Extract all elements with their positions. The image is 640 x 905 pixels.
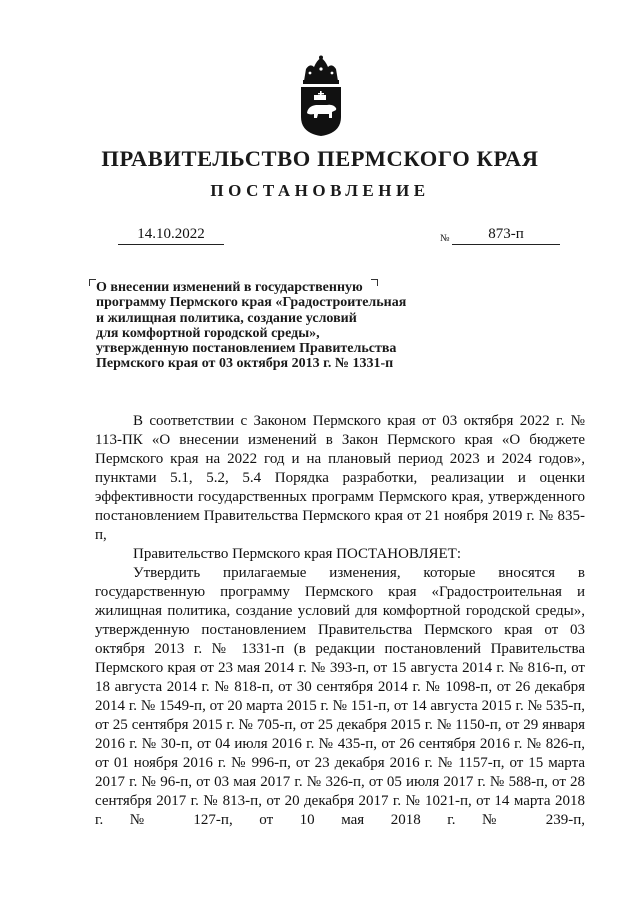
body-paragraph-approve: Утвердить прилагаемые изменения, которые вносятся в государственную программу Пермского края «Градостроительная и жилищная политика, создание условий для комфортной городской среды», утвержденную постановлением Правительства Пермского края от 03 октября 2013 г. № 1331-п (в редакции постановлений Правительства Пермского края от 23 мая 2014 г. № 393-п, от 15 августа 2014 г. № 816-п, от 18 августа 2014 г. № 818-п, от 30 сентября 2014 г. № 1098-п, от 26 декабря 2014 г. № 1549-п, от 20 марта 2015 г. № 151-п, от 14 августа 2015 г. № 535-п, от 25 сентября 2015 г. № 705-п, от 25 декабря 2015 г. № 1150-п, от 29 января 2016 г. № 30-п, от 04 июля 2016 г. № 435-п, от 26 сентября 2016 г. № 826-п, от 01 ноября 2016 г. № 996-п, от 23 декабря 2016 г. № 1157-п, от 15 марта 2017 г. № 96-п, от 03 мая 2017 г. № 326-п, от 05 июля 2017 г. № 588-п, от 28 сентября 2017 г. № 813-п, от 20 декабря 2017 г. № 1021-п, от 14 марта 2018 г. № 127-п, от 10 мая 2018 г. № 239-п, [95,565,585,828]
number-sign: № [440,233,450,244]
subject-line: и жилищная политика, создание условий [96,310,357,326]
body-paragraph-preamble: В соответствии с Законом Пермского края от 03 октября 2022 г. № 113-ПК «О внесении изменений в Закон Пермского края «О бюджете Пермского края на 2022 год и на плановый период 2023 и 2024 годов», пунктами 5.1, 5.2, 5.4 Порядка разработки, реализации и оценки эффективности государственных программ Пермского края, утвержденного постановлением Правительства Пермского края от 21 ноября 2019 г. № 835-п, [95,413,585,543]
document-subject [96,280,476,372]
subject-line: для комфортной городской среды», [96,325,320,341]
document-body [95,412,585,830]
document-date: 14.10.2022 [118,226,224,245]
subject-line: утвержденную постановлением Правительства [96,341,397,357]
subject-line: Пермского края от 03 октября 2013 г. № 1331-п [96,356,394,372]
body-paragraph-resolves: Правительство Пермского края ПОСТАНОВЛЯЕТ: [133,546,462,562]
subject-corner-left [89,279,96,286]
subject-line: программу Пермского края «Градостроительная [96,295,407,311]
government-title: ПРАВИТЕЛЬСТВО ПЕРМСКОГО КРАЯ [101,146,539,171]
document-number: 873-п [452,226,560,245]
document-type: ПОСТАНОВЛЕНИЕ [210,181,430,200]
perm-krai-coat-of-arms-icon [296,55,346,137]
subject-line: О внесении изменений в государственную [96,280,363,295]
